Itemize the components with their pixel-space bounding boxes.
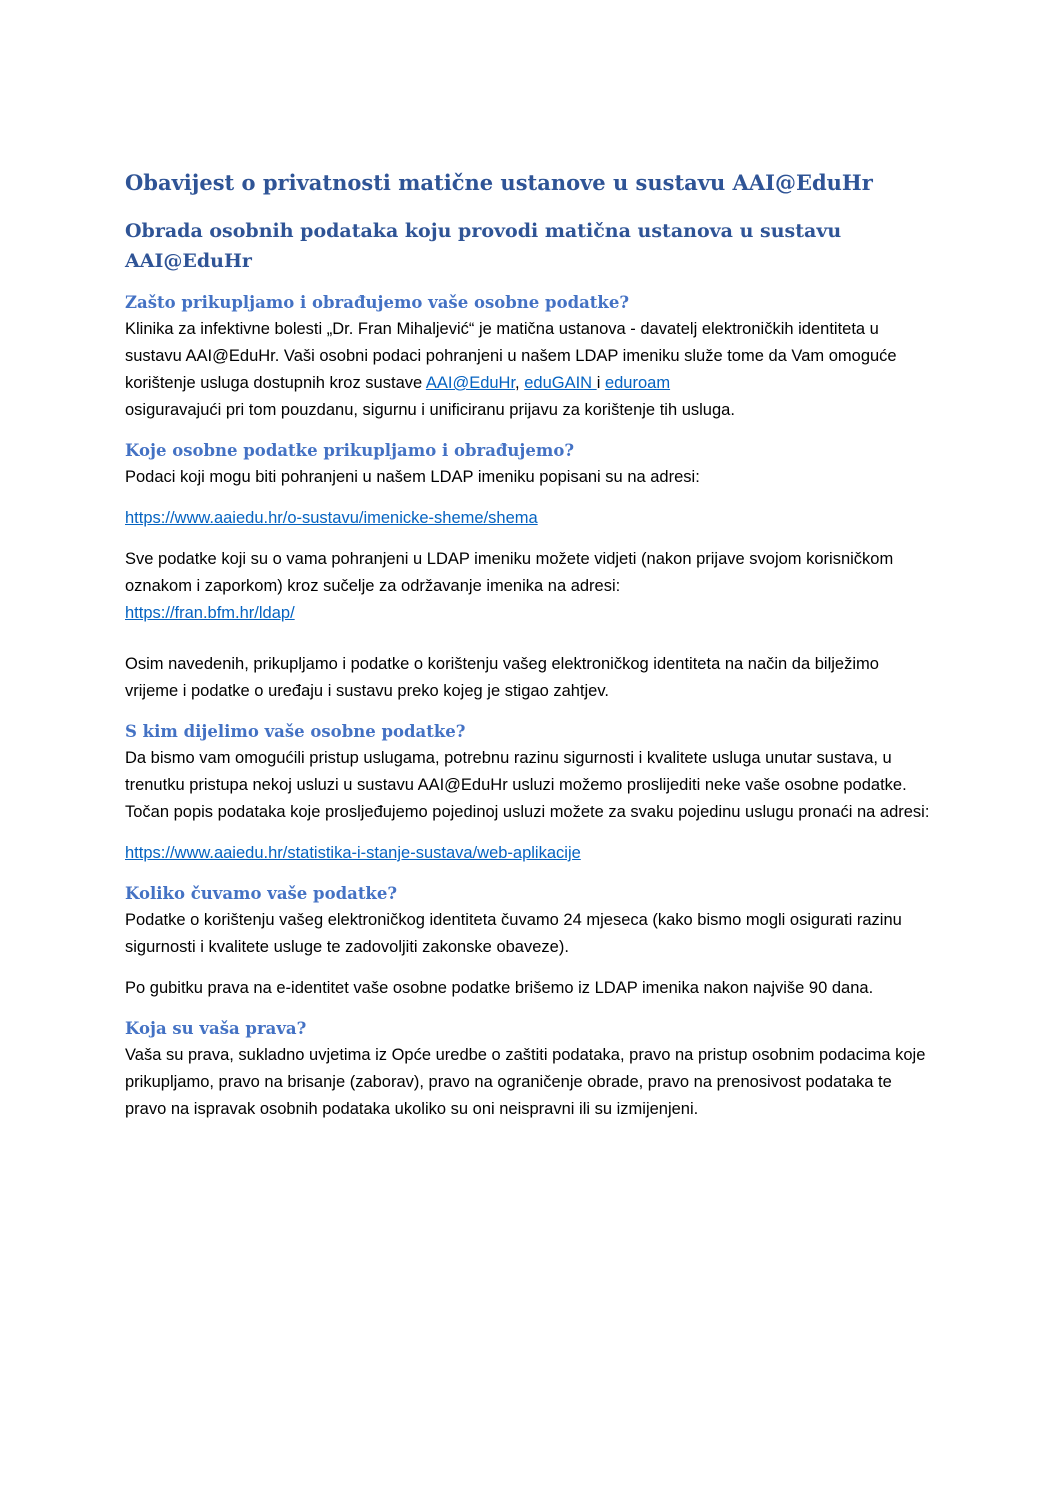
why-text-after: osiguravajući pri tom pouzdanu, sigurnu i unificiranu prijavu za korištenje tih usluga.	[125, 401, 735, 419]
what-link-paragraph-2	[125, 600, 935, 627]
link-eduroam[interactable]: eduroam	[604, 374, 671, 392]
link-ldap[interactable]: https://fran.bfm.hr/ldap/	[125, 604, 295, 622]
document-title: Obavijest o privatnosti matične ustanove u sustavu AAI@EduHr	[125, 170, 873, 195]
section-heading-why: Zašto prikupljamo i obrađujemo vaše osobne podatke?	[125, 293, 630, 312]
keep-paragraph-1: Podatke o korištenju vašeg elektroničkog identiteta čuvamo 24 mjeseca (kako bismo mogli osigurati razinu sigurnosti i kvalitete usluge te zadovoljiti zakonske obaveze).	[125, 911, 902, 956]
what-link-paragraph-1	[125, 505, 935, 532]
keep-paragraph-2: Po gubitku prava na e-identitet vaše osobne podatke brišemo iz LDAP imenika nakon najviše 90 dana.	[125, 979, 874, 997]
why-separator-1: ,	[515, 374, 525, 392]
rights-paragraph-1: Vaša su prava, sukladno uvjetima iz Opće uredbe o zaštiti podataka, pravo na pristup osobnim podacima koje prikupljamo, pravo na brisanje (zaborav), pravo na ograničenje obrade, pravo na prenosivost podataka te pravo na ispravak osobnih podataka ukoliko su oni neispravni ili su izmijenjeni.	[125, 1046, 926, 1118]
link-schema[interactable]: https://www.aaiedu.hr/o-sustavu/imenicke-sheme/shema	[125, 509, 538, 527]
what-paragraph-3: Osim navedenih, prikupljamo i podatke o korištenju vašeg elektroničkog identiteta na način da bilježimo vrijeme i podatke o uređaju i sustavu preko kojeg je stigao zahtjev.	[125, 655, 879, 700]
what-paragraph-1: Podaci koji mogu biti pohranjeni u našem LDAP imeniku popisani su na adresi:	[125, 468, 700, 486]
link-aaieduhr[interactable]: AAI@EduHr	[425, 374, 516, 392]
section-paragraph-why	[125, 316, 935, 424]
document-subtitle: Obrada osobnih podataka koju provodi matična ustanova u sustavu AAI@EduHr	[125, 220, 842, 272]
section-heading-what: Koje osobne podatke prikupljamo i obrađujemo?	[125, 441, 575, 460]
link-web-aplikacije[interactable]: https://www.aaiedu.hr/statistika-i-stanje-sustava/web-aplikacije	[125, 844, 581, 862]
section-heading-rights: Koja su vaša prava?	[125, 1019, 307, 1038]
why-separator-2: i	[596, 374, 605, 392]
link-edugain[interactable]: eduGAIN	[524, 374, 597, 392]
share-link-paragraph	[125, 840, 935, 867]
document-content	[125, 168, 935, 1137]
what-paragraph-2: Sve podatke koji su o vama pohranjeni u LDAP imeniku možete vidjeti (nakon prijave svojom korisničkom oznakom i zaporkom) kroz sučelje za održavanje imenika na adresi:	[125, 550, 894, 595]
section-heading-share: S kim dijelimo vaše osobne podatke?	[125, 722, 466, 741]
share-paragraph-1: Da bismo vam omogućili pristup uslugama, potrebnu razinu sigurnosti i kvalitete usluga unutar sustava, u trenutku pristupa nekoj usluzi u sustavu AAI@EduHr usluzi možemo proslijediti neke vaše osobne podatke. Točan popis podataka koje prosljeđujemo pojedinoj usluzi možete za svaku pojedinu uslugu pronaći na adresi:	[125, 749, 930, 821]
section-heading-keep: Koliko čuvamo vaše podatke?	[125, 884, 398, 903]
why-text-before: Klinika za infektivne bolesti „Dr. Fran Mihaljević“ je matična ustanova - davatelj elektroničkih identiteta u sustavu AAI@EduHr. Vaši osobni podaci pohranjeni u našem LDAP imeniku služe tome da Vam omoguće korištenje usluga dostupnih kroz sustave	[125, 320, 897, 392]
